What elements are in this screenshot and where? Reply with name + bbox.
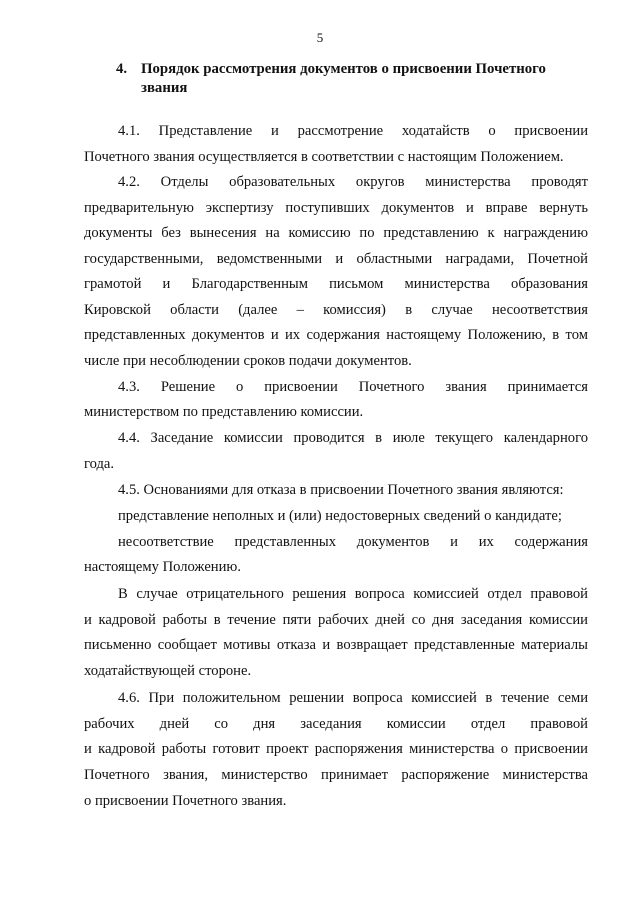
text-line: и кадровой работы готовит проект распоряжения министерства о присвоении xyxy=(84,741,588,757)
text-line: рабочих дней со дня заседания комиссии отдел правовой xyxy=(84,716,588,732)
text-line: несоответствие представленных документов и их содержания xyxy=(118,534,588,550)
text-line: представление неполных и (или) недостоверных сведений о кандидате; xyxy=(118,508,562,524)
text-line: числе при несоблюдении сроков подачи документов. xyxy=(84,353,412,369)
text-line: В случае отрицательного решения вопроса комиссией отдел правовой xyxy=(118,586,588,602)
text-line: 4.3. Решение о присвоении Почетного звания принимается xyxy=(118,379,588,395)
text-line: 4.4. Заседание комиссии проводится в июле текущего календарного xyxy=(118,430,588,446)
heading-line-1: Порядок рассмотрения документов о присвоении Почетного xyxy=(141,61,546,77)
heading-line-2: звания xyxy=(141,80,188,96)
section-number: 4. xyxy=(116,61,128,77)
text-line: государственными, ведомственными и областными наградами, Почетной xyxy=(84,251,588,267)
text-line: и кадровой работы в течение пяти рабочих дней со дня заседания комиссии xyxy=(84,612,588,628)
text-line: настоящему Положению. xyxy=(84,559,241,575)
text-line: документы без вынесения на комиссию по представлению к награждению xyxy=(84,225,588,241)
text-line: предварительную экспертизу поступивших документов и вправе вернуть xyxy=(84,200,588,216)
text-line: 4.2. Отделы образовательных округов министерства проводят xyxy=(118,174,588,190)
text-line: о присвоении Почетного звания. xyxy=(84,793,287,809)
text-line: 4.6. При положительном решении вопроса комиссией в течение семи xyxy=(118,690,588,706)
text-line: 4.1. Представление и рассмотрение ходатайств о присвоении xyxy=(118,123,588,139)
text-line: года. xyxy=(84,456,115,472)
text-line: министерством по представлению комиссии. xyxy=(84,404,364,420)
text-line: письменно сообщает мотивы отказа и возвращает представленные материалы xyxy=(84,637,588,653)
text-line: ходатайствующей стороне. xyxy=(84,663,252,679)
section-heading xyxy=(116,60,591,98)
text-line: Почетного звания, министерство принимает распоряжение министерства xyxy=(84,767,588,783)
page-number: 5 xyxy=(316,30,324,45)
text-line: представленных документов и их содержания настоящему Положению, в том xyxy=(84,327,588,343)
text-line: Кировской области (далее – комиссия) в случае несоответствия xyxy=(84,302,588,318)
text-line: Почетного звания осуществляется в соответствии с настоящим Положением. xyxy=(84,149,564,165)
text-line: грамотой и Благодарственным письмом министерства образования xyxy=(84,276,588,292)
text-line: 4.5. Основаниями для отказа в присвоении Почетного звания являются: xyxy=(118,482,564,498)
